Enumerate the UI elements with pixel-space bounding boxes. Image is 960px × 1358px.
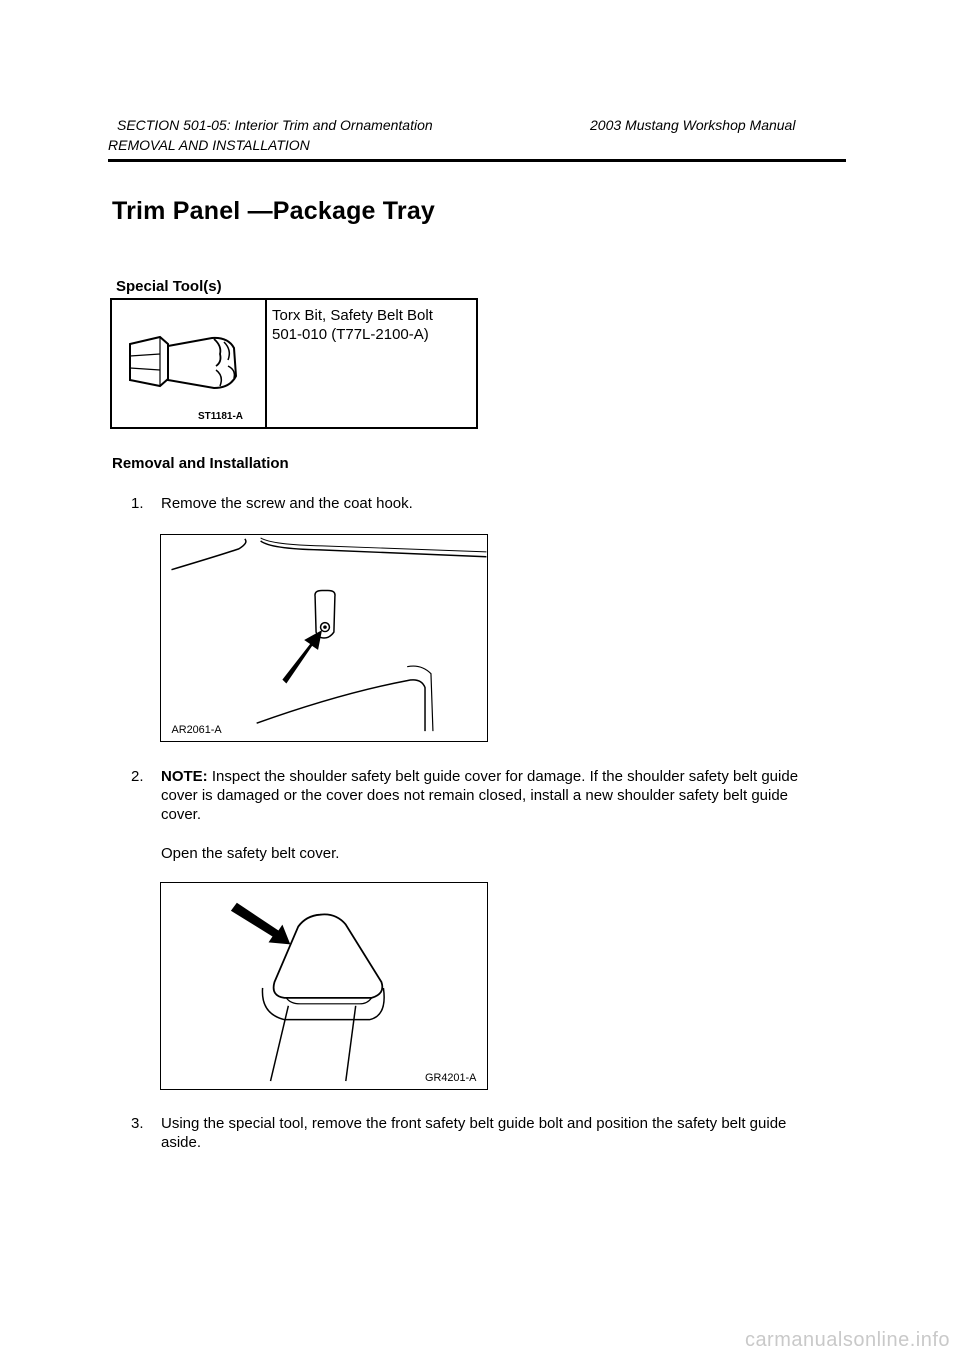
tool-description xyxy=(272,306,433,344)
special-tools-table xyxy=(110,298,478,429)
page-title: Trim Panel —Package Tray xyxy=(112,197,436,225)
figure-1-label: AR2061-A xyxy=(171,724,222,737)
step-3-text-line-1: Using the special tool, remove the front safety belt guide bolt and position the safety belt guide xyxy=(161,1115,787,1132)
special-tools-heading: Special Tool(s) xyxy=(116,278,222,295)
watermark: carmanualsonline.info xyxy=(744,1329,950,1351)
note-text-line-2: cover is damaged or the cover does not remain closed, install a new shoulder safety belt guide xyxy=(161,787,789,804)
tool-name: Torx Bit, Safety Belt Bolt xyxy=(272,307,433,324)
tool-part-number: 501-010 (T77L-2100-A) xyxy=(272,326,429,343)
figure-2-label: GR4201-A xyxy=(425,1072,477,1085)
procedure-heading: Removal and Installation xyxy=(112,455,289,472)
torx-bit-illustration xyxy=(116,304,262,425)
step-2-number: 2. xyxy=(131,768,144,785)
header-rule xyxy=(108,159,846,162)
step-3-text-line-2: aside. xyxy=(161,1134,202,1151)
step-3-number: 3. xyxy=(131,1115,144,1132)
table-divider xyxy=(265,300,267,427)
step-2-text: Open the safety belt cover. xyxy=(161,845,340,862)
belt-cover-figure xyxy=(160,882,488,1090)
step-1-text: Remove the screw and the coat hook. xyxy=(161,495,413,512)
note-label: NOTE: xyxy=(161,768,208,785)
note-text-line-1: Inspect the shoulder safety belt guide cover for damage. If the shoulder safety belt guide xyxy=(211,768,799,785)
step-1-number: 1. xyxy=(131,495,144,512)
step-2-note xyxy=(161,767,851,824)
note-text-line-3: cover. xyxy=(161,806,202,823)
header-section: SECTION 501-05: Interior Trim and Ornamentation xyxy=(117,117,433,133)
header-subsection: REMOVAL AND INSTALLATION xyxy=(108,137,310,153)
tool-image-label: ST1181-A xyxy=(198,411,244,422)
coat-hook-figure xyxy=(160,534,488,742)
step-3-text xyxy=(161,1114,851,1152)
header-manual-title: 2003 Mustang Workshop Manual xyxy=(590,117,796,133)
